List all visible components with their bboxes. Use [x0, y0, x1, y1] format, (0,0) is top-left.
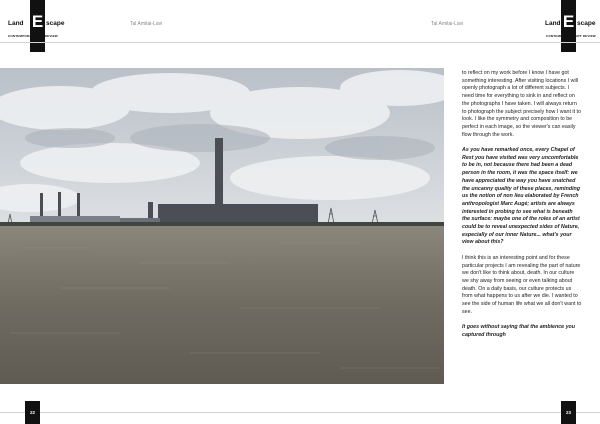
- interview-question: As you have remarked once, every Chapel of Rest you have visited was very uncomfortable to be in, not because there had been a dead person in the room, it was the space itself: we have appreciated the way you have snatched the uncanny quality of these places, reminding us the notion of non lieu elaborated by French anthropologist Marc Augé; artists are always interested in probing to see what is beneath the surface: maybe one of the roles of an artist could be to reveal unexpected sides of Nature, especially of our inner Nature... what's your view about this?: [462, 147, 581, 246]
- brand-tagline: CONTEMPORARY ART REVIEW: [546, 34, 596, 38]
- article-paragraph: to reflect on my work before I know I have got something interesting. After visiting locations I will openly photograph a lot of different subjects. I need time for everything to sink in and reflect on the photographs I have taken. I will always return to photograph the subject precisely how I want it to look. I like the symmetry and composition to be perfect in each image, so the viewer's can easily flow through the work.: [462, 70, 581, 138]
- far-shore: [0, 222, 444, 226]
- brand-word2: scape: [46, 20, 65, 27]
- header-rule: [0, 42, 600, 43]
- brand-tagline: CONTEMPORARY ART REVIEW: [8, 34, 58, 38]
- running-author-right: Tal Amitai-Lavi: [431, 21, 464, 27]
- article-column: [462, 70, 582, 347]
- brand-word1: Land: [545, 20, 561, 27]
- brand-letter: E: [562, 12, 575, 31]
- water: [0, 226, 444, 384]
- page-number-left: 22: [25, 401, 40, 424]
- brand-logo-left: [8, 0, 65, 52]
- running-author-left: Tal Amitai-Lavi: [130, 21, 163, 27]
- brand-word2: scape: [577, 20, 596, 27]
- brand-word1: Land: [8, 20, 24, 27]
- brand-logo-right: [540, 0, 596, 52]
- power-station-photo: [0, 68, 444, 384]
- interview-question: It goes without saying that the ambience you captured through: [462, 324, 576, 338]
- page-number-right: 23: [561, 401, 576, 424]
- footer-rule: [0, 412, 600, 413]
- article-paragraph: I think this is an interesting point and for these particular projects I am revealing the part of nature we don't like to think about, death. In our culture we shy away from seeing or even talking about death. On a daily basis, our culture protects us from what happens to us after we die. I wanted to see the side of human life what we all don't want to see.: [462, 254, 582, 315]
- brand-letter: E: [31, 12, 44, 31]
